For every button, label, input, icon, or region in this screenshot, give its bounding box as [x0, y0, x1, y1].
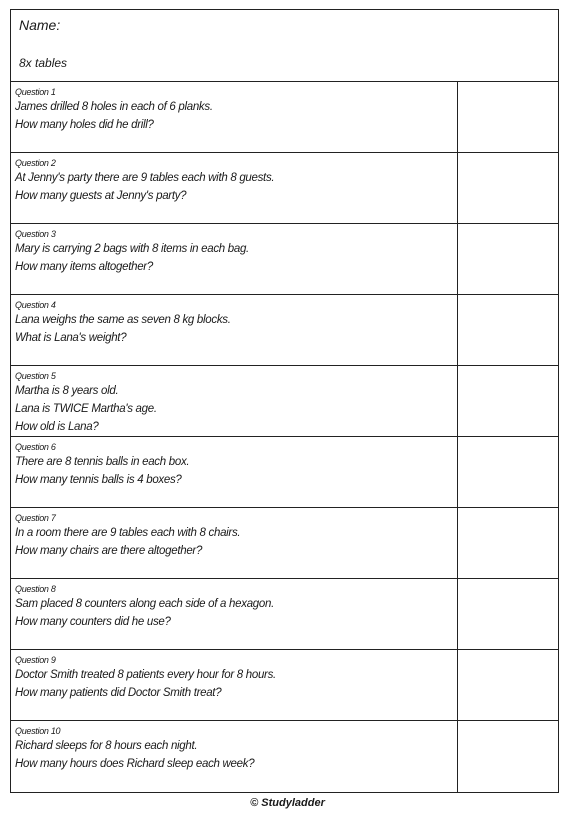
question-text: Mary is carrying 2 bags with 8 items in each bag.: [15, 243, 249, 255]
answer-box[interactable]: [457, 650, 558, 720]
question-row: [11, 82, 558, 153]
question-text: Doctor Smith treated 8 patients every hour for 8 hours.: [15, 669, 276, 681]
question-text: What is Lana's weight?: [15, 332, 127, 344]
question-cell: [11, 82, 457, 152]
question-text: Lana is TWICE Martha's age.: [15, 403, 157, 415]
question-number: Question 6: [15, 442, 56, 452]
question-row: [11, 295, 558, 366]
question-row: [11, 650, 558, 721]
question-number: Question 7: [15, 513, 56, 523]
question-row: [11, 437, 558, 508]
answer-box[interactable]: [457, 366, 558, 436]
question-number: Question 9: [15, 655, 56, 665]
answer-box[interactable]: [457, 579, 558, 649]
question-cell: [11, 224, 457, 294]
question-text: How many patients did Doctor Smith treat?: [15, 687, 222, 699]
question-cell: [11, 508, 457, 578]
name-label: Name:: [19, 17, 61, 33]
question-number: Question 4: [15, 300, 56, 310]
answer-box[interactable]: [457, 82, 558, 152]
worksheet: [10, 9, 559, 793]
question-row: [11, 224, 558, 295]
answer-box[interactable]: [457, 224, 558, 294]
question-text: How old is Lana?: [15, 421, 99, 433]
question-cell: [11, 366, 457, 436]
question-text: Martha is 8 years old.: [15, 385, 119, 397]
question-text: At Jenny's party there are 9 tables each with 8 guests.: [15, 172, 275, 184]
question-text: How many holes did he drill?: [15, 119, 154, 131]
question-text: How many hours does Richard sleep each week?: [15, 758, 255, 770]
question-text: How many counters did he use?: [15, 616, 171, 628]
question-cell: [11, 153, 457, 223]
question-text: James drilled 8 holes in each of 6 planks.: [15, 101, 213, 113]
question-row: [11, 366, 558, 437]
question-cell: [11, 437, 457, 507]
question-number: Question 3: [15, 229, 56, 239]
question-list: [11, 82, 558, 792]
question-cell: [11, 721, 457, 792]
question-cell: [11, 579, 457, 649]
question-text: There are 8 tennis balls in each box.: [15, 456, 190, 468]
question-text: In a room there are 9 tables each with 8 chairs.: [15, 527, 241, 539]
question-text: How many items altogether?: [15, 261, 153, 273]
question-text: How many guests at Jenny's party?: [15, 190, 187, 202]
question-number: Question 8: [15, 584, 56, 594]
question-number: Question 10: [15, 726, 61, 736]
question-text: Richard sleeps for 8 hours each night.: [15, 740, 198, 752]
copyright-footer: © Studyladder: [250, 797, 325, 809]
answer-box[interactable]: [457, 295, 558, 365]
question-row: [11, 508, 558, 579]
question-text: Sam placed 8 counters along each side of a hexagon.: [15, 598, 274, 610]
question-cell: [11, 295, 457, 365]
question-text: Lana weighs the same as seven 8 kg blocks.: [15, 314, 231, 326]
question-cell: [11, 650, 457, 720]
question-row: [11, 579, 558, 650]
question-number: Question 1: [15, 87, 56, 97]
answer-box[interactable]: [457, 153, 558, 223]
worksheet-subtitle: 8x tables: [19, 56, 68, 70]
question-text: How many tennis balls is 4 boxes?: [15, 474, 182, 486]
question-text: How many chairs are there altogether?: [15, 545, 203, 557]
answer-box[interactable]: [457, 437, 558, 507]
answer-box[interactable]: [457, 508, 558, 578]
question-number: Question 5: [15, 371, 56, 381]
worksheet-header: [11, 10, 558, 82]
question-row: [11, 721, 558, 792]
answer-box[interactable]: [457, 721, 558, 792]
question-row: [11, 153, 558, 224]
question-number: Question 2: [15, 158, 56, 168]
